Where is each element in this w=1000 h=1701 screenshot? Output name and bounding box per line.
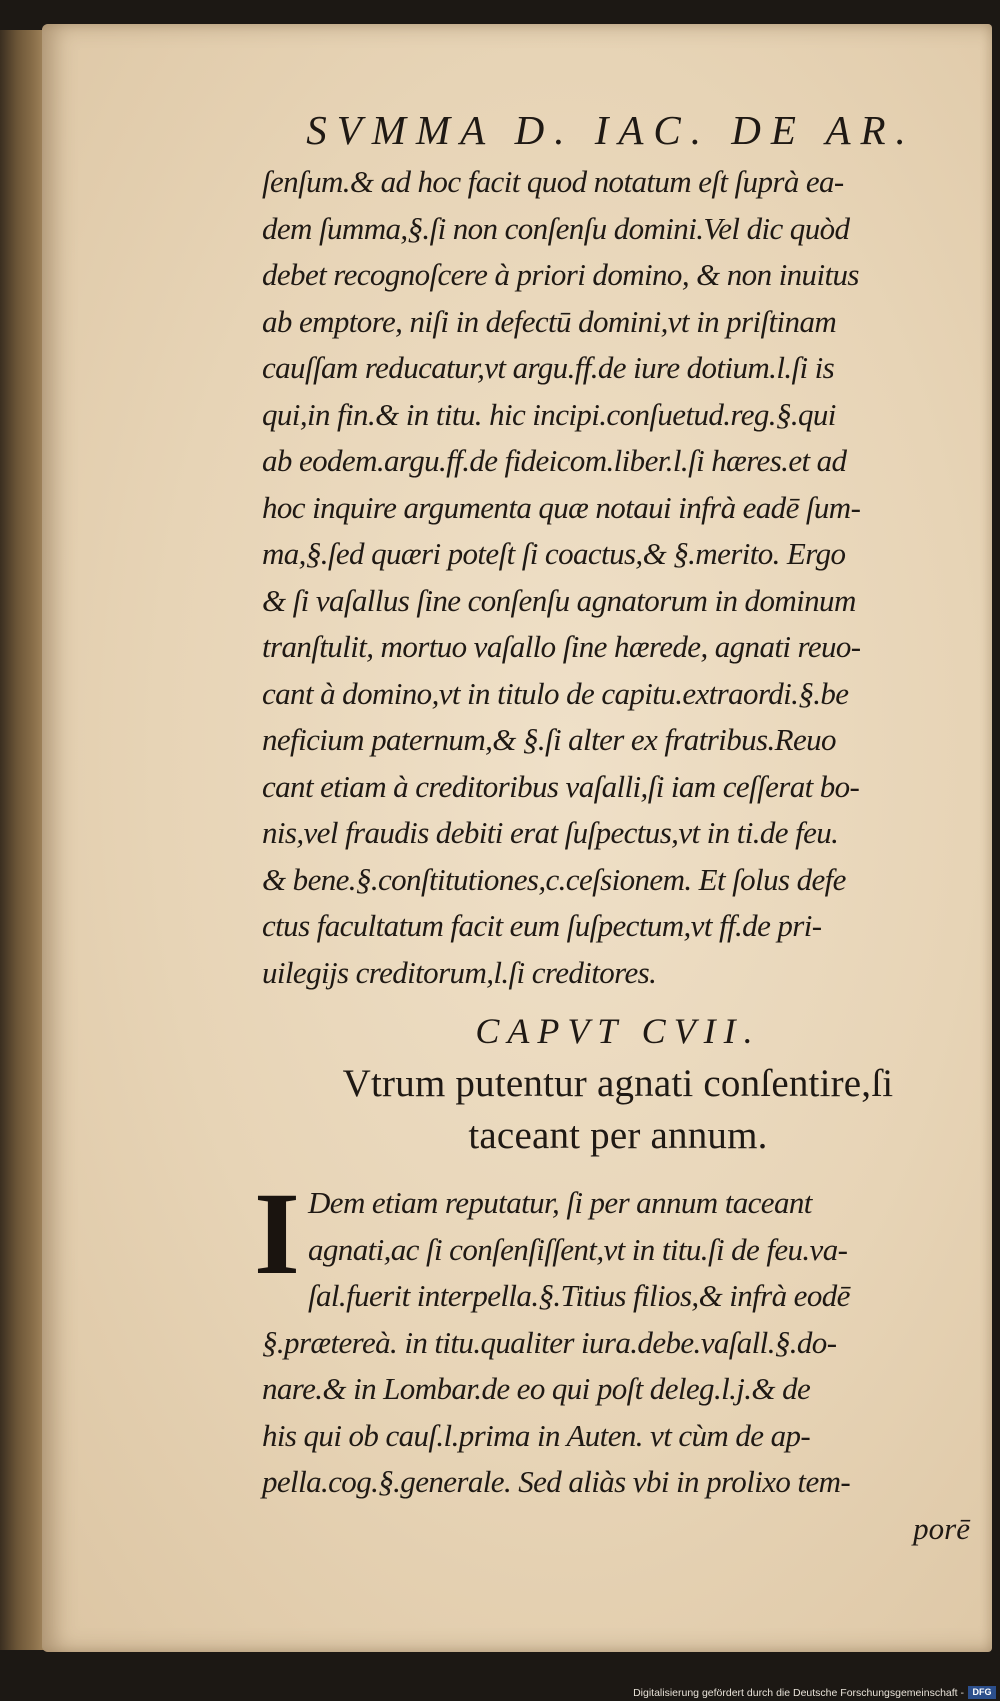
digitization-credit: Digitalisierung gefördert durch die Deutsche Forschungsgemeinschaft -	[633, 1687, 964, 1699]
body-line: & bene.§.conſtitutiones,c.ceſsionem. Et ſolus defe	[262, 861, 846, 897]
chapter-line: nare.& in Lombar.de eo qui poſt deleg.l.j.& de	[262, 1371, 811, 1406]
body-line: tranſtulit, mortuo vaſallo ſine hærede, agnati reuo-	[262, 629, 861, 664]
body-line: neficium paternum,& §.ſi alter ex fratribus.Reuo	[262, 722, 836, 757]
body-line: cauſſam reducatur,vt argu.ff.de iure dotium.l.ſi is	[262, 350, 835, 385]
body-line: debet recognoſcere à priori domino, & non inuitus	[262, 257, 859, 292]
drop-cap-initial: I	[254, 1168, 300, 1299]
text-block	[254, 105, 974, 1552]
body-line: ab eodem.argu.ff.de fideicom.liber.l.ſi hæres.et ad	[262, 443, 847, 478]
body-line: cant etiam à creditoribus vaſalli,ſi iam ceſſerat bo-	[262, 768, 860, 804]
chapter-line: ſal.fuerit interpella.§.Titius filios,& infrà eodē	[308, 1278, 850, 1313]
body-line: hoc inquire argumenta quæ notaui infrà eadē ſum-	[262, 489, 861, 525]
body-line: nis,vel fraudis debiti erat ſuſpectus,vt in ti.de feu.	[262, 815, 839, 850]
chapter-title-line: Vtrum putentur agnati conſentire,ſi	[342, 1062, 894, 1105]
chapter-title-line: taceant per annum.	[468, 1114, 768, 1157]
body-line: ſenſum.& ad hoc facit quod notatum eſt ſuprà ea-	[262, 164, 844, 199]
chapter-body	[254, 1168, 974, 1552]
dfg-logo: DFG	[968, 1686, 996, 1699]
body-line: & ſi vaſallus ſine conſenſu agnatorum in dominum	[262, 582, 856, 618]
chapter-line: §.prætereà. in titu.qualiter iura.debe.vaſall.§.do-	[262, 1324, 837, 1360]
book-spine-edge	[0, 30, 48, 1650]
chapter-line: pella.cog.§.generale. Sed aliàs vbi in prolixo tem-	[262, 1464, 851, 1499]
body-line: ma,§.ſed quæri poteſt ſi coactus,& §.merito. Ergo	[262, 536, 846, 571]
chapter-line: his qui ob cauſ.l.prima in Auten. vt cùm de ap-	[262, 1417, 811, 1453]
catchword: porē	[913, 1510, 970, 1546]
running-head: SVMMA D. IAC. DE AR.	[306, 107, 916, 153]
body-line: ab emptore, niſi in defectū domini,vt in priſtinam	[262, 303, 837, 339]
body-text	[262, 159, 974, 996]
body-line: qui,in fin.& in titu. hic incipi.conſuetud.reg.§.qui	[262, 396, 836, 432]
body-line: cant à domino,vt in titulo de capitu.extraordi.§.be	[262, 675, 849, 711]
chapter-line: agnati,ac ſi conſenſiſſent,vt in titu.ſi de feu.va-	[308, 1231, 848, 1267]
chapter-number: CAPVT CVII.	[475, 1011, 761, 1051]
chapter-title	[262, 1058, 974, 1162]
body-line: dem ſumma,§.ſi non conſenſu domini.Vel dic quòd	[262, 210, 850, 246]
body-line: ctus facultatum facit eum ſuſpectum,vt ff.de pri-	[262, 908, 822, 943]
chapter-line: Dem etiam reputatur, ſi per annum taceant	[308, 1185, 812, 1220]
body-line: uilegijs creditorum,l.ſi creditores.	[262, 954, 657, 990]
